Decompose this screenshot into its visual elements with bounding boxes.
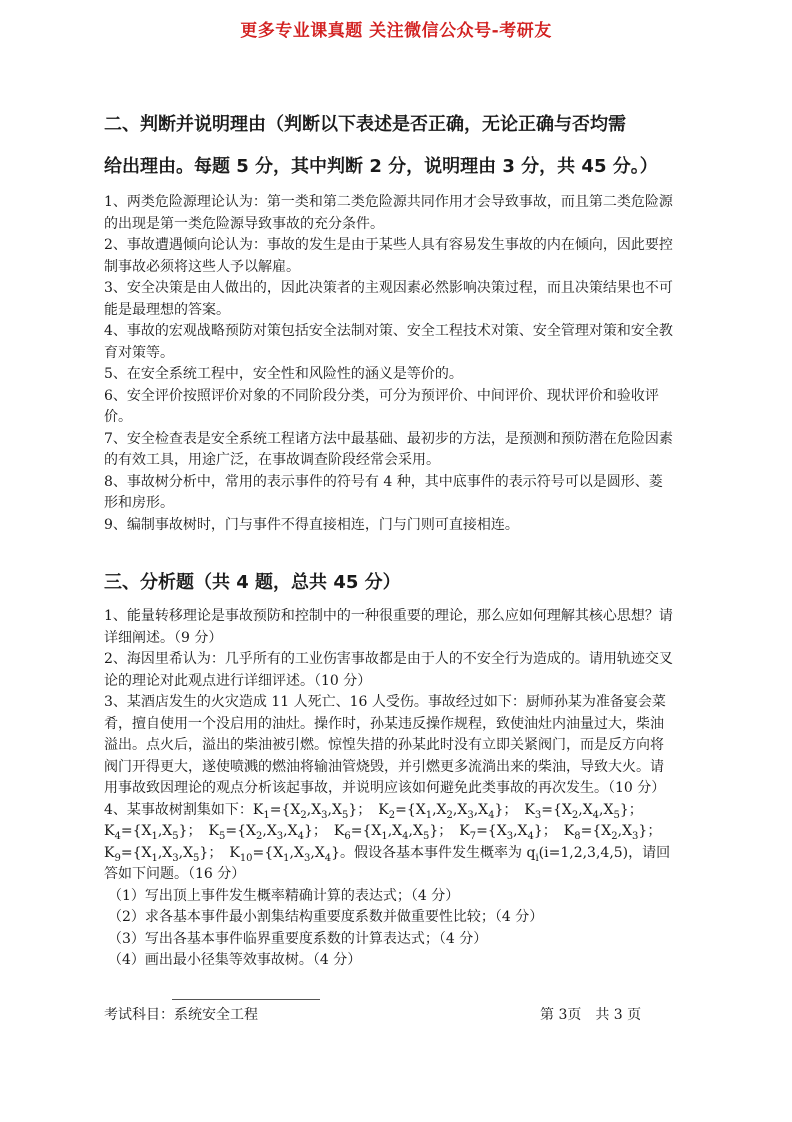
cutset-K2: $K_2=\{X_1,X_2,X_3,X_4\}$ [378, 801, 504, 821]
judgment-item-5: 5、在安全系统工程中，安全性和风险性的涵义是等价的。 [104, 366, 463, 382]
analysis-item-4 [104, 800, 676, 886]
subject-name: 系统安全工程 [174, 1007, 258, 1023]
q4-tail-sub: i [535, 852, 539, 864]
analysis-item-3: 3、某酒店发生的火灾造成 11 人死亡、16 人受伤。事故经过如下：厨师孙某为准备宴会菜肴，擅自使用一个没启用的油灶。操作时，孙某违反操作规程，致使油灶内油量过大，柴油溢出。点火后，溢出的柴油被引燃。惊惶失措的孙某此时没有立即关紧阀门，而是反方向将阀门开得更大，遂使喷溅的燃油将输油管烧毁，并引燃更多流淌出来的柴油，导致大火。请用事故致因理论的观点分析该起事故，并说明应该如何避免此类事故的再次发生。（10 分） [104, 694, 666, 796]
analysis-q4-sub-3: （3）写出各基本事件临界重要度系数的计算表达式；（4 分） [108, 930, 488, 947]
cutset-K5: $K_5=\{X_2,X_3,X_4\}$ [208, 823, 313, 842]
cutset-K9: $K_9=\{X_1,X_3,X_5\}$ [104, 844, 209, 864]
analysis-item-1: 1、能量转移理论是事故预防和控制中的一种很重要的理论，那么应如何理解其核心思想？请详细阐述。（9 分） [104, 608, 673, 646]
section3-title: 三、分析题（共 4 题，总共 45 分） [104, 572, 401, 593]
judgment-item-4: 4、事故的宏观战略预防对策包括安全法制对策、安全工程技术对策、安全管理对策和安全教育对策等。 [104, 323, 673, 361]
judgment-item-2: 2、事故遭遇倾向论认为：事故的发生是由于某些人具有容易发生事故的内在倾向，因此要控制事故必须将这些人予以解雇。 [104, 237, 673, 275]
judgment-item-9: 9、编制事故树时，门与事件不得直接相连，门与门则可直接相连。 [104, 516, 519, 533]
cutset-K8: $K_8=\{X_2,X_3\}$ [563, 823, 648, 842]
judgment-item-1: 1、两类危险源理论认为：第一类和第二类危险源共同作用才会导致事故，而且第二类危险源的出现是第一类危险源导致事故的充分条件。 [104, 194, 673, 232]
judgment-item-6: 6、安全评价按照评价对象的不同阶段分类，可分为预评价、中间评价、现状评价和验收评价。 [104, 387, 659, 425]
cutset-K1: $K_1=\{X_2,X_3,X_5\}$ [252, 801, 358, 821]
promo-banner: 更多专业课真题 关注微信公众号-考研友 [240, 21, 552, 41]
judgment-item-8: 8、事故树分析中，常用的表示事件的符号有 4 种，其中底事件的表示符号可以是圆形、菱形和房形。 [104, 473, 663, 511]
analysis-q4-sub-4: （4）画出最小径集等效事故树。（4 分） [108, 952, 362, 968]
footer-underline [172, 999, 320, 1000]
section2-title-line1: 二、判断并说明理由（判断以下表述是否正确，无论正确与否均需 [104, 114, 626, 135]
analysis-q4-sub-2: （2）求各基本事件最小割集结构重要度系数并做重要性比较；（4 分） [108, 909, 544, 925]
section-judgment [104, 104, 676, 536]
section-analysis [104, 562, 676, 972]
section2-title-line2: 给出理由。每题 5 分，其中判断 2 分，说明理由 3 分，共 45 分。） [104, 156, 658, 177]
judgment-item-3: 3、安全决策是由人做出的，因此决策者的主观因素必然影响决策过程，而且决策结果也不可能是最理想的答案。 [104, 280, 673, 318]
judgment-item-7: 7、安全检查表是安全系统工程诸方法中最基础、最初步的方法，是预测和预防潜在危险因素的有效工具，用途广泛，在事故调查阶段经常会采用。 [104, 430, 673, 468]
analysis-item-2: 2、海因里希认为：几乎所有的工业伤害事故都是由于人的不安全行为造成的。请用轨迹交叉论的理论对此观点进行详细评述。（10 分） [104, 651, 673, 689]
subject-label: 考试科目： [104, 1007, 174, 1023]
cutset-K7: $K_7=\{X_3,X_4\}$ [459, 823, 543, 842]
footer-page-number: 第 3页 共 3 页 [540, 1007, 642, 1023]
q4-tail: 。假设各基本事件发生概率为 q [340, 844, 536, 861]
analysis-q4-sub-1: （1）写出顶上事件发生概率精确计算的表达式；（4 分） [108, 887, 460, 904]
cutset-K3: $K_3=\{X_2,X_4,X_5\}$ [524, 801, 629, 821]
cutset-K4: $K_4=\{X_1,X_5\}$ [104, 823, 188, 842]
footer-subject [104, 1004, 258, 1024]
cutset-K6: $K_6=\{X_1,X_4,X_5\}$ [333, 823, 439, 842]
cutset-K10: $K_{10}=\{X_1,X_3,X_4\}$ [229, 844, 341, 864]
q4-tail-end: (i=1,2,3,4,5)，请回答如下问题。（16 分） [104, 844, 671, 882]
cutset-list: $K_1=\{X_2,X_3,X_5\}$； $K_2=\{X_1,X_2,X_3,X_4\}$； $K_3=\{X_2,X_4,X_5\}$； $K_4=\{X_1,X_5\}$； $K_5=\{X_2,X_3,X_4\}$； $K_6=\{X_1,X_4,X_5\}$； $K_7=\{X_3,X_4\}$； $K_8=\{X_2,X_3\}$； $K_9=\{X_1,X_3,X_5\}$； $K_{10}=\{X_1,X_3,X_4\}$ [104, 801, 669, 864]
q4-intro: 4、某事故树割集如下： [104, 801, 253, 818]
